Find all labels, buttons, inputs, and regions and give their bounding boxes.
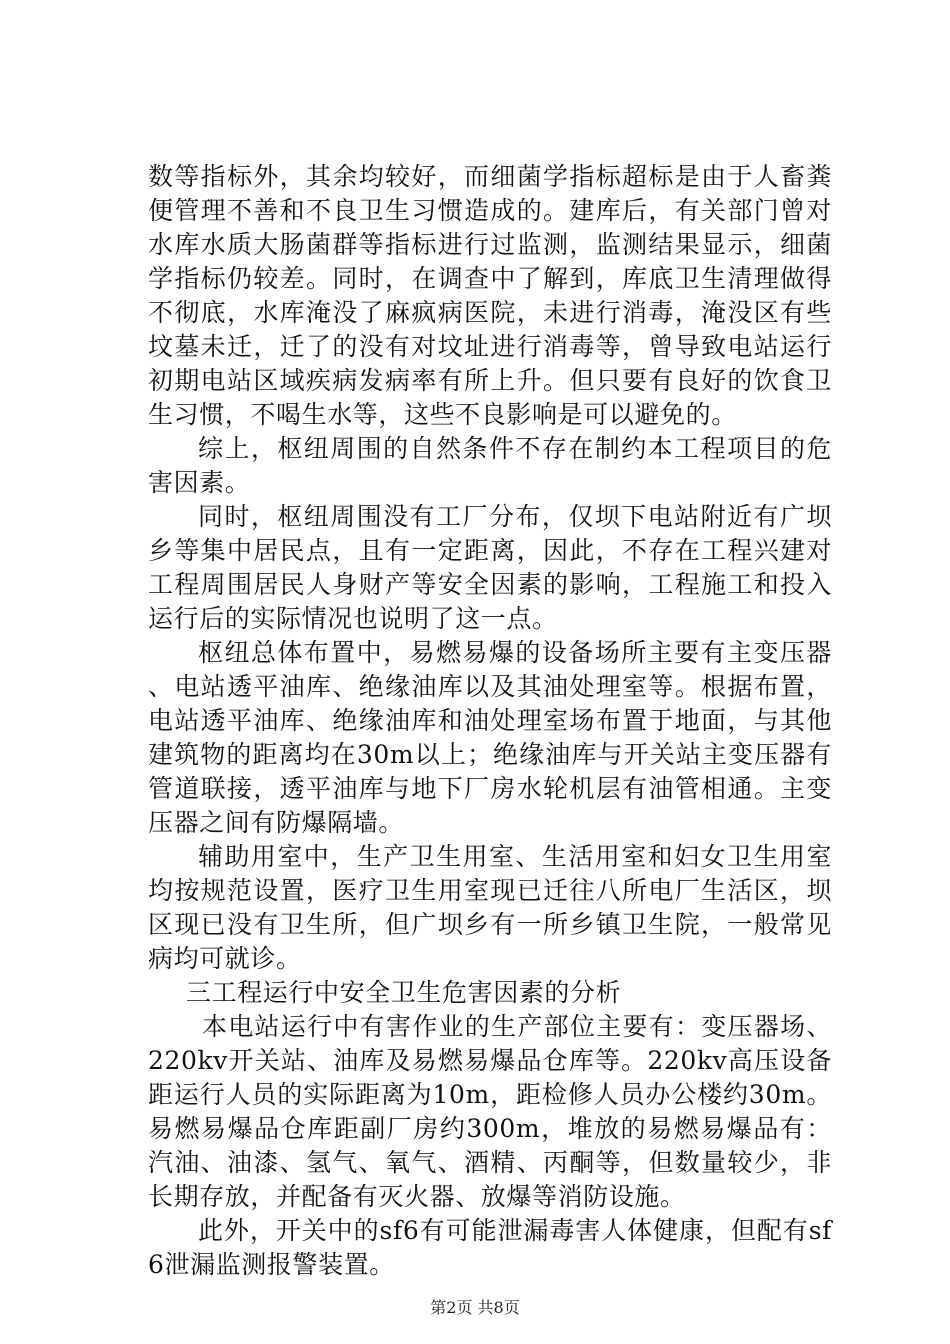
- paragraph-layout: 枢纽总体布置中，易燃易爆的设备场所主要有主变压器、电站透平油库、绝缘油库以及其油处理室等。根据布置，电站透平油库、绝缘油库和油处理室场布置于地面，与其他建筑物的距离均在30m以上；绝缘油库与开关站主变压器有管道联接，透平油库与地下厂房水轮机层有油管相通。主变压器之间有防爆隔墙。: [148, 638, 832, 837]
- paragraph-sf6: 此外，开关中的sf6有可能泄漏毒害人体健康，但配有sf6泄漏监测报警装置。: [148, 1216, 832, 1279]
- paragraph-surroundings: 同时，枢纽周围没有工厂分布，仅坝下电站附近有广坝乡等集中居民点，且有一定距离，因此，不存在工程兴建对工程周围居民人身财产等安全因素的影响，工程施工和投入运行后的实际情况也说明了这一点。: [148, 502, 832, 633]
- paragraph-summary: 综上，枢纽周围的自然条件不存在制约本工程项目的危害因素。: [148, 434, 832, 497]
- paragraph-auxiliary-rooms: 辅助用室中，生产卫生用室、生活用室和妇女卫生用室均按规范设置，医疗卫生用室现已迁往八所电厂生活区，坝区现已没有卫生所，但广坝乡有一所乡镇卫生院，一般常见病均可就诊。: [148, 842, 832, 973]
- document-body: [148, 160, 832, 1282]
- section-heading: 三工程运行中安全卫生危害因素的分析: [186, 978, 622, 1007]
- paragraph-continued: 数等指标外，其余均较好，而细菌学指标超标是由于人畜粪便管理不善和不良卫生习惯造成的。建库后，有关部门曾对水库水质大肠菌群等指标进行过监测，监测结果显示，细菌学指标仍较差。同时，在调查中了解到，库底卫生清理做得不彻底，水库淹没了麻疯病医院，未进行消毒，淹没区有些坟墓未迁，迁了的没有对坟址进行消毒等，曾导致电站运行初期电站区域疾病发病率有所上升。但只要有良好的饮食卫生习惯，不喝生水等，这些不良影响是可以避免的。: [148, 162, 832, 429]
- page-number-footer: 第2页 共8页: [430, 1298, 520, 1317]
- paragraph-hazard-locations: 本电站运行中有害作业的生产部位主要有：变压器场、220kv开关站、油库及易燃易爆品仓库等。220kv高压设备距运行人员的实际距离为10m，距检修人员办公楼约30m。易燃易爆品仓库距副厂房约300m，堆放的易燃易爆品有：汽油、油漆、氢气、氧气、酒精、丙酮等，但数量较少，非长期存放，并配备有灭火器、放爆等消防设施。: [148, 1012, 832, 1211]
